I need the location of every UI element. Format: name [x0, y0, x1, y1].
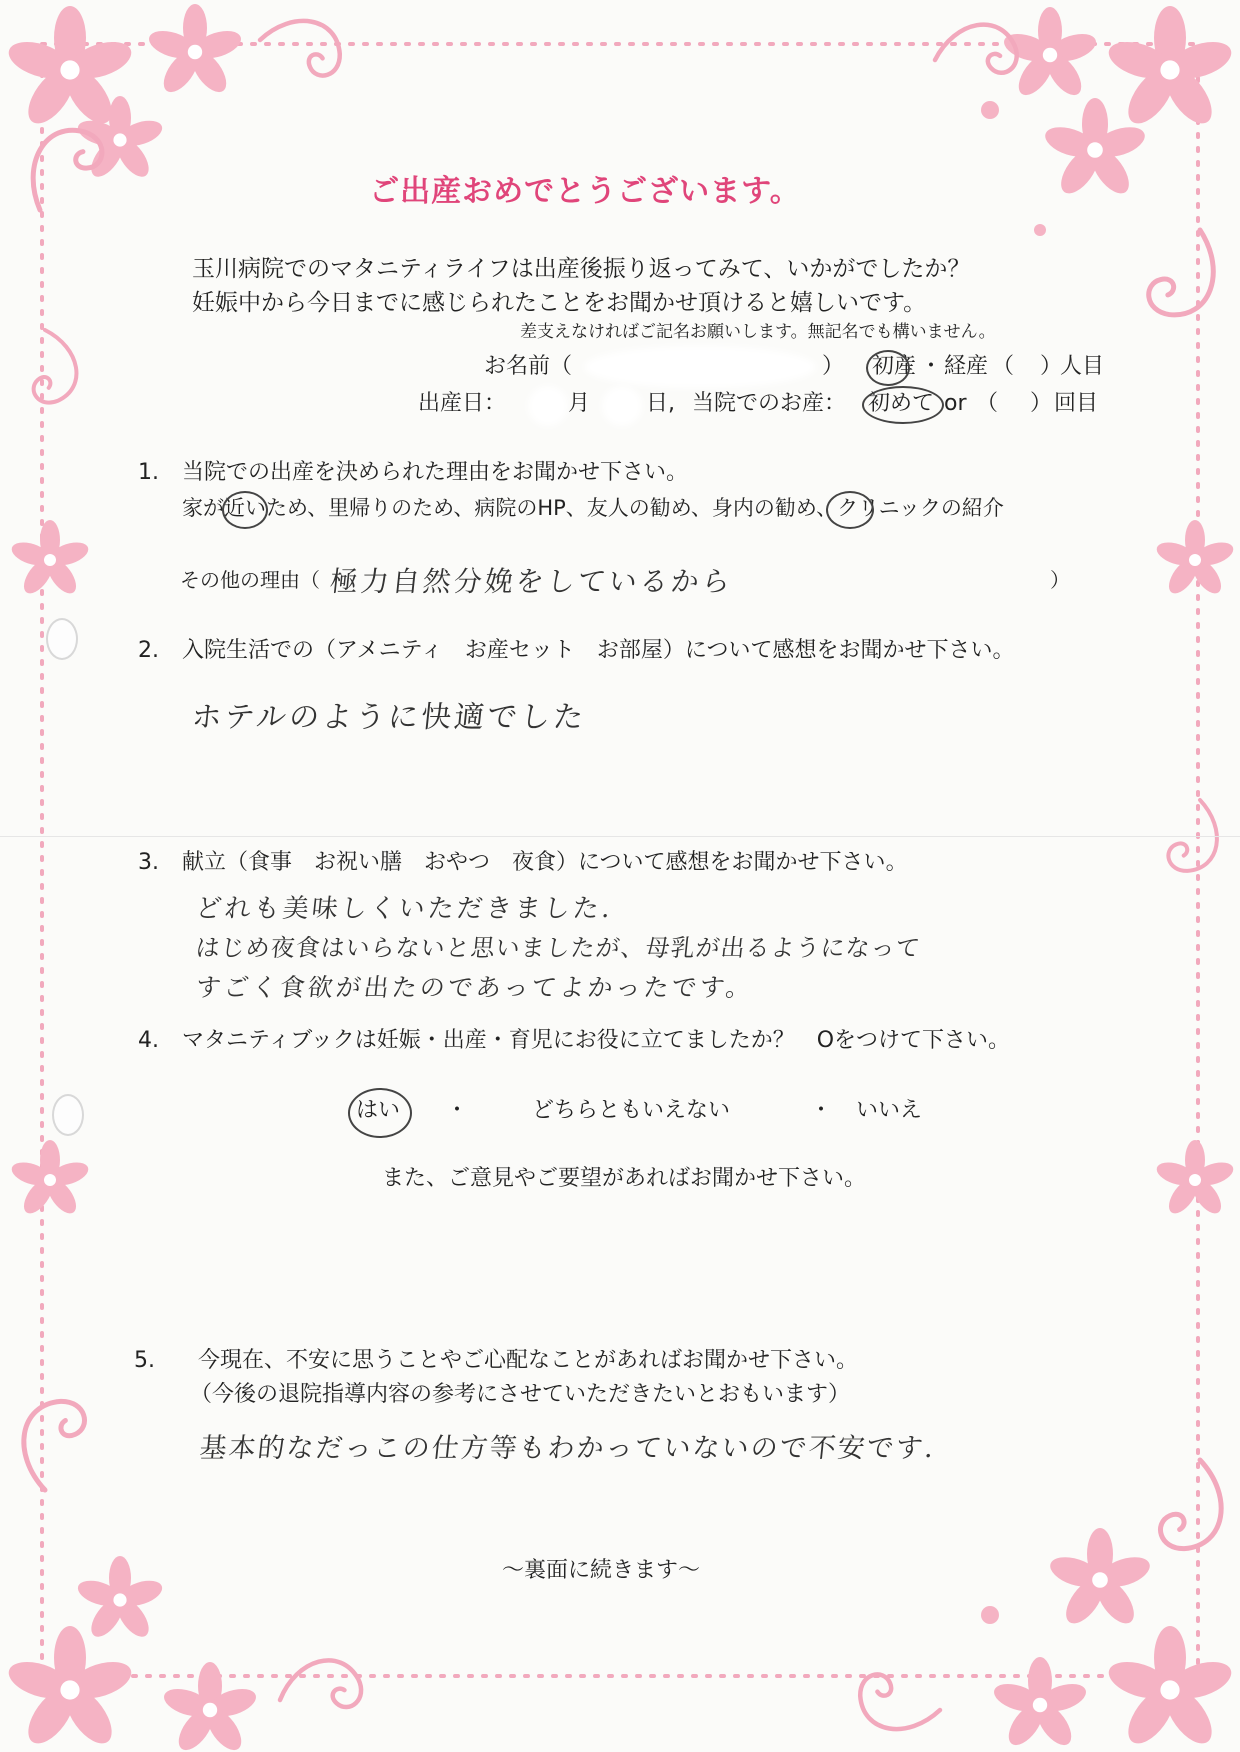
redacted-month: [534, 392, 562, 420]
q5-subnote: （今後の退院指導内容の参考にさせていただきたいとおもいます）: [190, 1382, 851, 1407]
redacted-day: [608, 392, 636, 420]
q1-other-close: ）: [1050, 568, 1070, 592]
q4-question: マタニティブックは妊娠・出産・育児にお役に立てましたか？ Oをつけて下さい。: [182, 1028, 1011, 1053]
hospital-birth-label: 当院でのお産：: [692, 391, 847, 416]
q3-answer-line-2: はじめ夜食はいらないと思いましたが、母乳が出るようになって: [194, 934, 923, 962]
q1-number: 1.: [138, 460, 159, 485]
count-close: ）: [1040, 354, 1063, 379]
continue-footer: ～裏面に続きます～: [502, 1558, 701, 1583]
intro-note: 差支えなければご記名お願いします。無記名でも構いません。: [520, 322, 996, 342]
q3-number: 3.: [138, 850, 159, 875]
q5-question: 今現在、不安に思うことやご心配なことがあればお聞かせ下さい。: [198, 1348, 859, 1373]
q1-other-label: その他の理由（: [180, 568, 320, 592]
q4-sep-2: ・: [810, 1098, 833, 1123]
q1-mark-family: [826, 491, 874, 529]
q4-sep-1: ・: [446, 1098, 469, 1123]
day-label: 日,: [646, 391, 675, 416]
parity-separator: ・: [920, 354, 943, 379]
q1-mark-near: [222, 491, 268, 529]
month-label: 月: [568, 391, 591, 416]
q4-choice-yes: はい: [356, 1098, 401, 1123]
q1-question: 当院での出産を決められた理由をお聞かせ下さい。: [182, 460, 689, 485]
q4-followup: また、ご意見やご要望があればお聞かせ下さい。: [382, 1166, 867, 1191]
q5-number: 5.: [134, 1348, 155, 1373]
q2-answer: ホテルのように快適でした: [189, 700, 588, 735]
visit-count-close: ）: [1030, 391, 1053, 416]
intro-line-2: 妊娠中から今日までに感じられたことをお聞かせ頂けると嬉しいです。: [192, 290, 927, 316]
or-label: or: [944, 391, 967, 416]
visit-count-unit: 回目: [1054, 391, 1099, 416]
parity-first-mark: [866, 350, 910, 386]
count-open: （: [992, 354, 1015, 379]
q4-number: 4.: [138, 1028, 159, 1053]
q2-question: 入院生活での（アメニティ お産セット お部屋）について感想をお聞かせ下さい。: [182, 638, 1015, 663]
parity-first: 初産: [872, 354, 917, 379]
q4-yes-mark: [348, 1088, 412, 1138]
first-time-mark: [862, 386, 944, 424]
visit-count-open: （: [976, 391, 999, 416]
q2-number: 2.: [138, 638, 159, 663]
q4-choice-no: いいえ: [856, 1098, 923, 1123]
q1-options: 家が近いため、里帰りのため、病院のHP、友人の勧め、身内の勧め、クリニックの紹介: [182, 496, 1004, 520]
q3-answer-line-1: どれも美味しくいただきました.: [194, 894, 615, 924]
q4-choice-neutral: どちらともいえない: [532, 1098, 731, 1123]
name-close: ）: [822, 354, 845, 379]
redacted-name: [590, 352, 810, 382]
name-label: お名前（: [484, 354, 573, 379]
count-unit: 人目: [1060, 354, 1105, 379]
intro-line-1: 玉川病院でのマタニティライフは出産後振り返ってみて、いかがでしたか？: [192, 256, 971, 282]
punch-hole: [52, 1094, 84, 1136]
first-time-option: 初めて: [868, 391, 935, 416]
q3-question: 献立（食事 お祝い膳 おやつ 夜食）について感想をお聞かせ下さい。: [182, 850, 908, 875]
q5-answer: 基本的なだっこの仕方等もわかっていないので不安です.: [198, 1433, 937, 1464]
punch-hole: [46, 618, 78, 660]
q1-answer: 極力自然分娩をしているから: [328, 565, 735, 598]
fold-line: [0, 836, 1240, 837]
q3-answer-line-3: すごく食欲が出たのであってよかったです。: [194, 973, 756, 1002]
birth-date-label: 出産日：: [418, 391, 507, 416]
page-title: ご出産おめでとうございます。: [369, 174, 801, 209]
parity-multi: 経産: [944, 354, 989, 379]
